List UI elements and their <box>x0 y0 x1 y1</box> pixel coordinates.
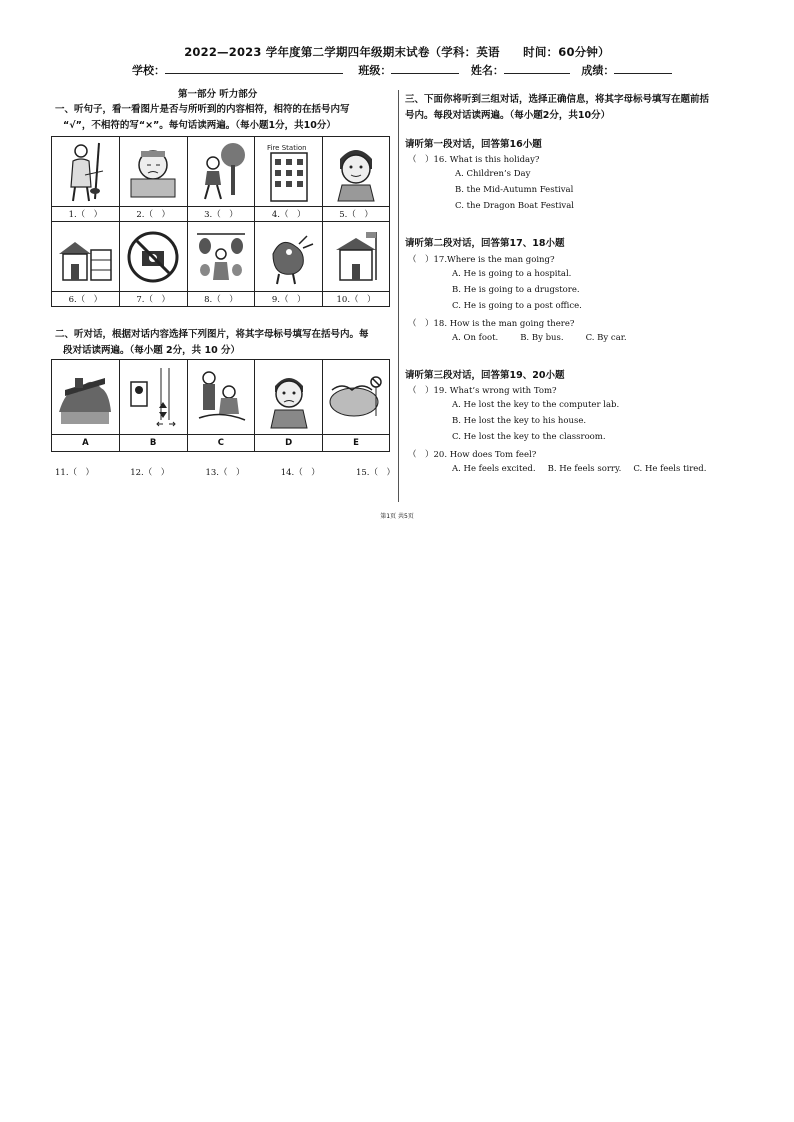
q20-option-b[interactable]: B. He feels sorry. <box>547 464 622 474</box>
boy-face-icon <box>326 139 386 205</box>
section3-line1: 三、下面你将听到三组对话，选择正确信息，将其字母标号填写在题前括 <box>405 94 710 105</box>
q20-options <box>452 464 706 474</box>
picture-8 <box>187 222 255 292</box>
buildings-icon <box>55 224 115 290</box>
school-blank[interactable] <box>165 63 343 74</box>
q18-option-a[interactable]: A. On foot. <box>452 333 499 343</box>
q19-option-b[interactable]: B. He lost the key to his house. <box>452 416 587 426</box>
picture-b <box>119 360 187 435</box>
girl-with-tree-icon <box>191 139 251 205</box>
picture-7 <box>119 222 187 292</box>
q15-answer[interactable]: 15.（ ） <box>355 468 395 478</box>
class-blank[interactable] <box>391 63 459 74</box>
q19-option-c[interactable]: C. He lost the key to the classroom. <box>452 432 606 442</box>
exam-title: 2022—2023 学年度第二学期四年级期末试卷（学科：英语 时间：60分钟） <box>184 45 610 59</box>
q16-option-c[interactable]: C. the Dragon Boat Festival <box>455 201 575 211</box>
q5-label: 5.（ ） <box>323 207 390 222</box>
page-number: 第1页 共5页 <box>380 513 414 520</box>
picture-2 <box>119 137 187 207</box>
section1-picture-table <box>51 136 390 307</box>
no-photos-icon <box>123 224 183 290</box>
q20-option-c[interactable]: C. He feels tired. <box>633 464 707 474</box>
q8-label: 8.（ ） <box>187 292 255 307</box>
option-b-letter: B <box>119 435 187 452</box>
q18-option-c[interactable]: C. By car. <box>585 333 627 343</box>
q4-label: 4.（ ） <box>255 207 323 222</box>
picture-5 <box>323 137 390 207</box>
q16-stem: （ ）16. What is this holiday? <box>408 155 540 165</box>
picture-3 <box>187 137 255 207</box>
option-d-letter: D <box>255 435 323 452</box>
picture-6 <box>52 222 120 292</box>
dragon-dance-icon <box>259 224 319 290</box>
picture-4 <box>255 137 323 207</box>
q17-option-b[interactable]: B. He is going to a drugstore. <box>452 285 580 295</box>
name-label: 姓名： <box>470 64 504 77</box>
q18-options <box>452 333 627 343</box>
q2-label: 2.（ ） <box>119 207 187 222</box>
section3-instructions <box>405 92 750 124</box>
erhu-player-icon <box>55 139 115 205</box>
q10-label: 10.（ ） <box>323 292 390 307</box>
fire-station-icon <box>259 139 319 205</box>
section1-line1: 一、听句子，看一看图片是否与所听到的内容相符，相符的在括号内写 <box>55 104 350 115</box>
sick-child-icon <box>123 139 183 205</box>
student-info-line <box>132 62 672 78</box>
q18-stem: （ ）18. How is the man going there? <box>408 319 575 329</box>
section3-line2: 号内。每段对话读两遍。（每小题2分，共10分） <box>405 110 611 121</box>
option-e-letter: E <box>323 435 390 452</box>
q9-label: 9.（ ） <box>255 292 323 307</box>
q16-option-a[interactable]: A. Children’s Day <box>455 169 531 179</box>
picture-e <box>323 360 390 435</box>
class-label: 班级： <box>358 64 392 77</box>
option-a-letter: A <box>52 435 120 452</box>
q13-answer[interactable]: 13.（ ） <box>205 468 245 478</box>
name-blank[interactable] <box>504 63 570 74</box>
section2-line2: 段对话读两遍。（每小题 2分，共 10 分） <box>63 345 241 356</box>
fire-station-sign: Fire Station <box>266 143 307 152</box>
elevator-icon <box>123 362 183 432</box>
group3-intro: 请听第三段对话，回答第19、20小题 <box>405 370 565 381</box>
group2-intro: 请听第二段对话，回答第17、18小题 <box>405 238 565 249</box>
post-office-icon <box>326 224 386 290</box>
lanterns-icon <box>191 224 251 290</box>
section1-line2: “√”，不相符的写“×”。每句话读两遍。（每小题1分，共10分） <box>63 120 336 131</box>
section2-instructions <box>55 327 395 359</box>
q3-label: 3.（ ） <box>187 207 255 222</box>
column-divider <box>398 90 399 502</box>
picture-c <box>187 360 255 435</box>
section2-answer-row <box>55 466 395 478</box>
q14-answer[interactable]: 14.（ ） <box>280 468 320 478</box>
picture-10 <box>323 222 390 292</box>
section2-line1: 二、听对话，根据对话内容选择下列图片，将其字母标号填写在括号内。每 <box>55 329 369 340</box>
q20-option-a[interactable]: A. He feels excited. <box>452 464 536 474</box>
q17-option-a[interactable]: A. He is going to a hospital. <box>452 269 572 279</box>
great-wall-icon <box>55 362 115 432</box>
section1-instructions <box>55 102 395 134</box>
part-heading: 第一部分 听力部分 <box>178 89 258 100</box>
people-scene-icon <box>191 362 251 432</box>
option-c-letter: C <box>187 435 255 452</box>
q16-option-b[interactable]: B. the Mid-Autumn Festival <box>455 185 574 195</box>
q18-option-b[interactable]: B. By bus. <box>520 333 564 343</box>
worried-boy-icon <box>259 362 319 432</box>
q19-stem: （ ）19. What’s wrong with Tom? <box>408 386 557 396</box>
school-label: 学校： <box>132 64 165 77</box>
group1-intro: 请听第一段对话，回答第16小题 <box>405 139 542 150</box>
score-blank[interactable] <box>614 63 672 74</box>
q11-answer[interactable]: 11.（ ） <box>55 468 95 478</box>
score-label: 成绩： <box>581 64 615 77</box>
section2-picture-table <box>51 359 390 452</box>
q20-stem: （ ）20. How does Tom feel? <box>408 450 537 460</box>
q12-answer[interactable]: 12.（ ） <box>130 468 170 478</box>
park-lake-icon <box>326 362 386 432</box>
picture-9 <box>255 222 323 292</box>
q17-option-c[interactable]: C. He is going to a post office. <box>452 301 582 311</box>
picture-1 <box>52 137 120 207</box>
q1-label: 1.（ ） <box>52 207 120 222</box>
picture-d <box>255 360 323 435</box>
q6-label: 6.（ ） <box>52 292 120 307</box>
q19-option-a[interactable]: A. He lost the key to the computer lab. <box>452 400 620 410</box>
picture-a <box>52 360 120 435</box>
q7-label: 7.（ ） <box>119 292 187 307</box>
q17-stem: （ ）17.Where is the man going? <box>408 255 555 265</box>
